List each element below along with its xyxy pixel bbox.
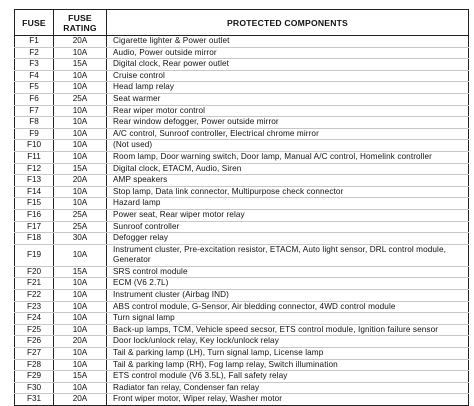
fuse-rating-cell: 10A <box>54 348 107 360</box>
protected-components-cell: Radiator fan relay, Condenser fan relay <box>107 382 469 394</box>
fuse-id-cell: F10 <box>15 140 54 152</box>
fuse-rating-cell: 10A <box>54 128 107 140</box>
fuse-id-cell: F26 <box>15 336 54 348</box>
fuse-id-cell: F28 <box>15 359 54 371</box>
fuse-rating-cell: 20A <box>54 36 107 48</box>
protected-components-cell: Defogger relay <box>107 233 469 245</box>
header-protected-components: PROTECTED COMPONENTS <box>107 10 469 36</box>
fuse-id-cell: F4 <box>15 70 54 82</box>
header-fuse-rating: FUSE RATING <box>54 10 107 36</box>
protected-components-cell: Rear window defogger, Power outside mirror <box>107 117 469 129</box>
protected-components-cell: Turn signal lamp <box>107 313 469 325</box>
table-row <box>15 290 469 302</box>
protected-components-cell: Rear wiper motor control <box>107 105 469 117</box>
fuse-id-cell: F14 <box>15 186 54 198</box>
table-row <box>15 266 469 278</box>
fuse-rating-cell: 10A <box>54 301 107 313</box>
fuse-id-cell: F13 <box>15 175 54 187</box>
fuse-id-cell: F25 <box>15 324 54 336</box>
fuse-rating-cell: 10A <box>54 244 107 266</box>
table-row <box>15 163 469 175</box>
protected-components-cell: AMP speakers <box>107 175 469 187</box>
table-row <box>15 140 469 152</box>
protected-components-cell: Instrument cluster (Airbag IND) <box>107 290 469 302</box>
fuse-rating-cell: 10A <box>54 117 107 129</box>
protected-components-cell: Sunroof controller <box>107 221 469 233</box>
protected-components-cell: Cigarette lighter & Power outlet <box>107 36 469 48</box>
fuse-id-cell: F19 <box>15 244 54 266</box>
table-row <box>15 209 469 221</box>
fuse-id-cell: F5 <box>15 82 54 94</box>
protected-components-cell: ETS control module (V6 3.5L), Fall safety relay <box>107 371 469 383</box>
fuse-id-cell: F7 <box>15 105 54 117</box>
protected-components-cell: Seat warmer <box>107 93 469 105</box>
fuse-id-cell: F22 <box>15 290 54 302</box>
table-header-row <box>15 10 469 36</box>
table-row <box>15 233 469 245</box>
fuse-rating-cell: 10A <box>54 382 107 394</box>
table-row <box>15 278 469 290</box>
fuse-table <box>14 9 469 406</box>
table-row <box>15 82 469 94</box>
protected-components-cell: Hazard lamp <box>107 198 469 210</box>
table-row <box>15 244 469 266</box>
fuse-rating-cell: 10A <box>54 198 107 210</box>
protected-components-cell: SRS control module <box>107 266 469 278</box>
protected-components-cell: Instrument cluster, Pre-excitation resistor, ETACM, Auto light sensor, DRL control module, Generator <box>107 244 469 266</box>
fuse-rating-cell: 20A <box>54 394 107 406</box>
fuse-rating-cell: 10A <box>54 70 107 82</box>
table-row <box>15 198 469 210</box>
fuse-id-cell: F9 <box>15 128 54 140</box>
protected-components-cell: Back-up lamps, TCM, Vehicle speed secsor, ETS control module, Ignition failure sensor <box>107 324 469 336</box>
fuse-id-cell: F30 <box>15 382 54 394</box>
fuse-rating-cell: 25A <box>54 209 107 221</box>
table-body <box>15 36 469 406</box>
fuse-rating-cell: 10A <box>54 290 107 302</box>
table-row <box>15 36 469 48</box>
fuse-id-cell: F15 <box>15 198 54 210</box>
table-row <box>15 93 469 105</box>
fuse-rating-cell: 10A <box>54 278 107 290</box>
fuse-id-cell: F21 <box>15 278 54 290</box>
table-row <box>15 382 469 394</box>
table-row <box>15 59 469 71</box>
table-row <box>15 348 469 360</box>
fuse-rating-cell: 10A <box>54 186 107 198</box>
table-row <box>15 70 469 82</box>
fuse-id-cell: F6 <box>15 93 54 105</box>
table-row <box>15 175 469 187</box>
protected-components-cell: Room lamp, Door warning switch, Door lamp, Manual A/C control, Homelink controller <box>107 151 469 163</box>
fuse-id-cell: F31 <box>15 394 54 406</box>
fuse-rating-cell: 25A <box>54 221 107 233</box>
table-row <box>15 151 469 163</box>
fuse-id-cell: F17 <box>15 221 54 233</box>
header-fuse: FUSE <box>15 10 54 36</box>
protected-components-cell: A/C control, Sunroof controller, Electrical chrome mirror <box>107 128 469 140</box>
fuse-id-cell: F12 <box>15 163 54 175</box>
fuse-rating-cell: 10A <box>54 140 107 152</box>
fuse-rating-cell: 10A <box>54 313 107 325</box>
fuse-id-cell: F18 <box>15 233 54 245</box>
table-row <box>15 117 469 129</box>
fuse-rating-cell: 15A <box>54 371 107 383</box>
table-row <box>15 105 469 117</box>
table-row <box>15 47 469 59</box>
fuse-id-cell: F27 <box>15 348 54 360</box>
table-row <box>15 324 469 336</box>
fuse-id-cell: F23 <box>15 301 54 313</box>
protected-components-cell: Digital clock, ETACM, Audio, Siren <box>107 163 469 175</box>
fuse-rating-cell: 25A <box>54 93 107 105</box>
fuse-id-cell: F20 <box>15 266 54 278</box>
protected-components-cell: Power seat, Rear wiper motor relay <box>107 209 469 221</box>
protected-components-cell: (Not used) <box>107 140 469 152</box>
protected-components-cell: ECM (V6 2.7L) <box>107 278 469 290</box>
fuse-rating-cell: 10A <box>54 151 107 163</box>
protected-components-cell: Head lamp relay <box>107 82 469 94</box>
table-row <box>15 313 469 325</box>
fuse-rating-cell: 30A <box>54 233 107 245</box>
table-row <box>15 336 469 348</box>
fuse-table-container <box>14 9 468 406</box>
fuse-id-cell: F11 <box>15 151 54 163</box>
fuse-rating-cell: 10A <box>54 105 107 117</box>
fuse-id-cell: F2 <box>15 47 54 59</box>
fuse-rating-cell: 10A <box>54 359 107 371</box>
protected-components-cell: Tail & parking lamp (RH), Fog lamp relay, Switch illumination <box>107 359 469 371</box>
fuse-id-cell: F3 <box>15 59 54 71</box>
protected-components-cell: Tail & parking lamp (LH), Turn signal lamp, License lamp <box>107 348 469 360</box>
fuse-id-cell: F24 <box>15 313 54 325</box>
protected-components-cell: Audio, Power outside mirror <box>107 47 469 59</box>
fuse-id-cell: F1 <box>15 36 54 48</box>
table-row <box>15 186 469 198</box>
fuse-rating-cell: 10A <box>54 324 107 336</box>
table-row <box>15 301 469 313</box>
table-row <box>15 221 469 233</box>
protected-components-cell: Digital clock, Rear power outlet <box>107 59 469 71</box>
fuse-rating-cell: 15A <box>54 59 107 71</box>
fuse-rating-cell: 20A <box>54 175 107 187</box>
protected-components-cell: Front wiper motor, Wiper relay, Washer motor <box>107 394 469 406</box>
protected-components-cell: Stop lamp, Data link connector, Multipurpose check connector <box>107 186 469 198</box>
protected-components-cell: Cruise control <box>107 70 469 82</box>
fuse-rating-cell: 10A <box>54 82 107 94</box>
fuse-rating-cell: 15A <box>54 163 107 175</box>
fuse-rating-cell: 20A <box>54 336 107 348</box>
fuse-id-cell: F29 <box>15 371 54 383</box>
protected-components-cell: ABS control module, G-Sensor, Air bledding connector, 4WD control module <box>107 301 469 313</box>
table-row <box>15 371 469 383</box>
fuse-rating-cell: 10A <box>54 47 107 59</box>
protected-components-cell: Door lock/unlock relay, Key lock/unlock relay <box>107 336 469 348</box>
table-row <box>15 359 469 371</box>
fuse-rating-cell: 15A <box>54 266 107 278</box>
fuse-id-cell: F8 <box>15 117 54 129</box>
table-row <box>15 128 469 140</box>
fuse-id-cell: F16 <box>15 209 54 221</box>
